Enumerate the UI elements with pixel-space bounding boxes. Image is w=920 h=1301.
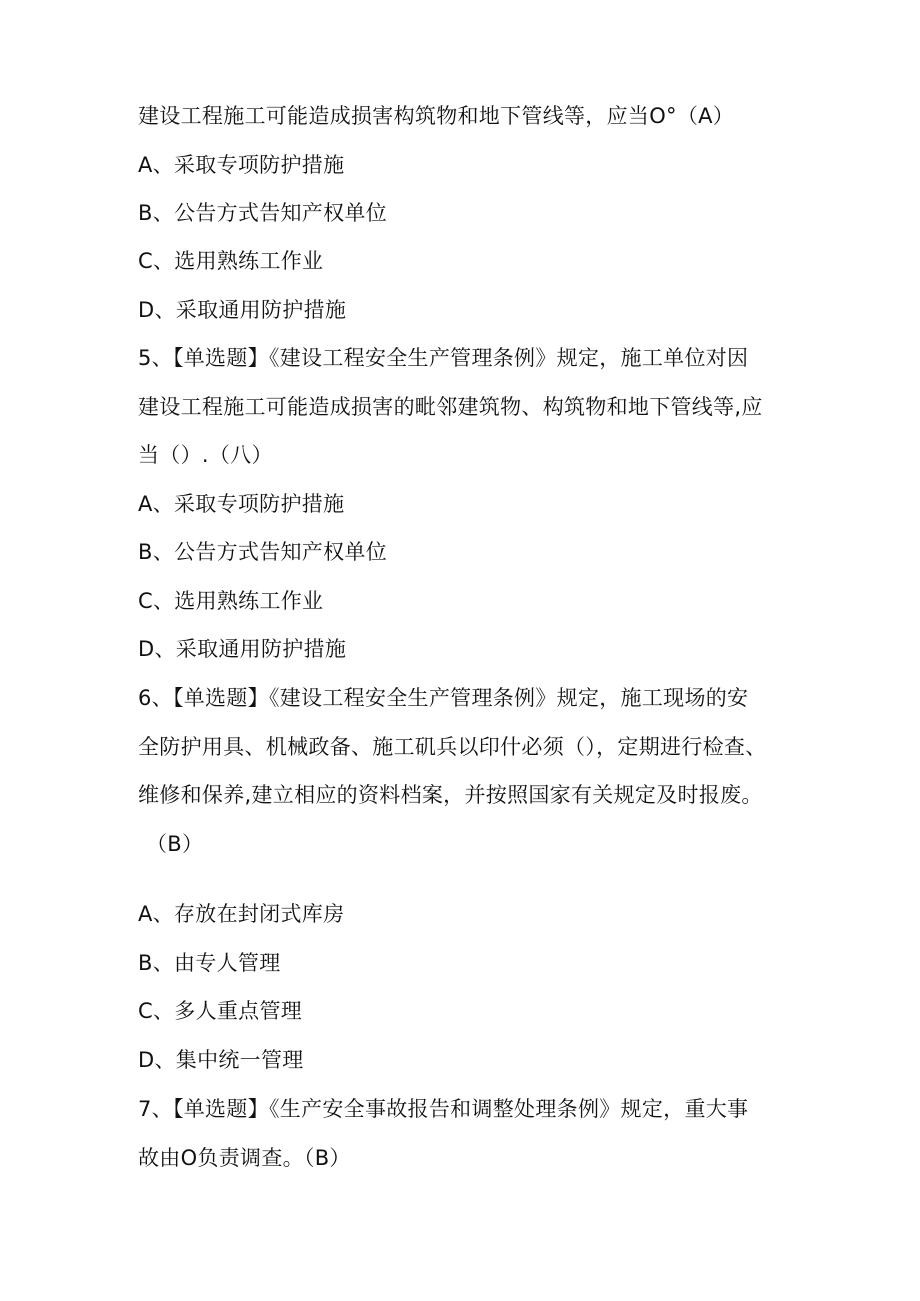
question-7-stem-line-1: 7、【单选题】《生产安全事故报告和调整处理条例》规定，重大事	[138, 1097, 749, 1121]
q5-option-b: B、公告方式告知产权单位	[138, 540, 388, 564]
q6-option-c: C、多人重点管理	[138, 999, 303, 1023]
q6-option-a: A、存放在封闭式库房	[138, 902, 345, 926]
q5-option-d: D、采取通用防护措施	[138, 637, 347, 661]
question-4-stem-tail: 建设工程施工可能造成损害构筑物和地下管线等，应当O°（A）	[138, 104, 735, 128]
question-5-stem-line-2: 建设工程施工可能造成损害的毗邻建筑物、构筑物和地下管线等,应	[138, 395, 763, 419]
question-5-stem-line-1: 5、【单选题】《建设工程安全生产管理条例》规定，施工单位对因	[138, 346, 749, 370]
question-7-stem-line-2: 故由O负责调查。（B）	[138, 1146, 351, 1170]
question-6-stem-line-3: 维修和保养,建立相应的资料档案，并按照国家有关规定及时报废。	[138, 783, 763, 807]
q4-option-c: C、选用熟练工作业	[138, 249, 324, 273]
q6-option-b: B、由专人管理	[138, 951, 281, 975]
q4-option-b: B、公告方式告知产权单位	[138, 201, 388, 225]
q5-option-c: C、选用熟练工作业	[138, 589, 324, 613]
q4-option-d: D、采取通用防护措施	[138, 298, 347, 322]
question-6-stem-line-2: 全防护用具、机械政备、施工矶兵以印什必须（），定期进行检查、	[138, 735, 767, 759]
question-5-stem-line-3: 当（）.（八）	[138, 443, 273, 467]
q4-option-a: A、采取专项防护措施	[138, 153, 345, 177]
question-6-stem-line-1: 6、【单选题】《建设工程安全生产管理条例》规定，施工现场的安	[138, 686, 749, 710]
q6-option-d: D、集中统一管理	[138, 1048, 304, 1072]
question-6-answer: （B）	[146, 832, 204, 856]
q5-option-a: A、采取专项防护措施	[138, 492, 345, 516]
